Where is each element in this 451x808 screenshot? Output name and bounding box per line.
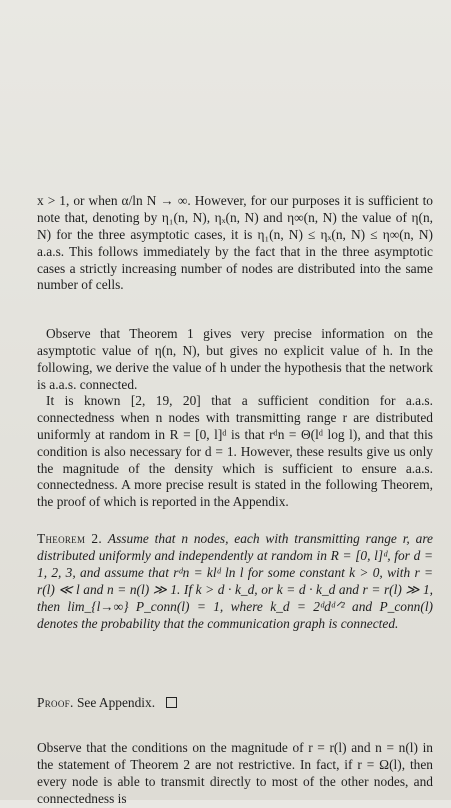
paragraph-conditions-remark: Observe that the conditions on the magnitude of r = r(l) and n = n(l) in the statement of Theorem 2 are not restrictive. In fact, if r = Ω(l), then every node is able to transmit directly to most of the other nodes, and connectedness is	[37, 740, 433, 806]
paragraph-theorem1-observation: Observe that Theorem 1 gives very precise information on the asymptotic value of η(n, N), but gives no explicit value of h. In the following, we derive the value of h under the hypothesis that the network is a.a.s. connected.	[37, 326, 433, 392]
proof-text: See Appendix.	[76, 695, 156, 710]
theorem-2	[37, 531, 433, 632]
theorem-statement: Assume that n nodes, each with transmitting range r, are distributed uniformly and independently at random in R = [0, l]ᵈ, for d = 1, 2, 3, and assume that rᵈn = klᵈ ln l for some constant k > 0, with r = r(l) ≪ l and n = n(l) ≫ 1. If k > d · k_d, or k = d · k_d and r = r(l) ≫ 1, then lim_{l→∞} P_conn(l) = 1, where k_d = 2ᵈdᵈᐟ² and P_conn(l) denotes the probability that the communication graph is connected.	[37, 531, 433, 631]
proof-line	[37, 695, 177, 712]
paragraph-connectedness-condition: It is known [2, 19, 20] that a sufficient condition for a.a.s. connectedness when n nodes with transmitting range r are distributed uniformly at random in R = [0, l]ᵈ is that rᵈn = Θ(lᵈ log l), and that this condition is also necessary for d = 1. However, these results give us only the magnitude of the density which is sufficient to ensure a.a.s. connectedness. A more precise result is stated in the following Theorem, the proof of which is reported in the Appendix.	[37, 393, 433, 510]
qed-square-icon	[166, 697, 177, 708]
theorem-label: Theorem 2.	[37, 531, 103, 546]
paragraph-asymptotic-cases: x > 1, or when α/ln N → ∞. However, for our purposes it is sufficient to note that, denoting by η₁(n, N), ηₓ(n, N) and η∞(n, N) the value of η(n, N) for the three asymptotic cases, it is η₁(n, N) ≤ ηₓ(n, N) ≤ η∞(n, N) a.a.s. This follows immediately by the fact that in the three asymptotic cases a strictly increasing number of nodes are distributed into the same number of cells.	[37, 193, 433, 293]
proof-label: Proof.	[37, 695, 74, 710]
